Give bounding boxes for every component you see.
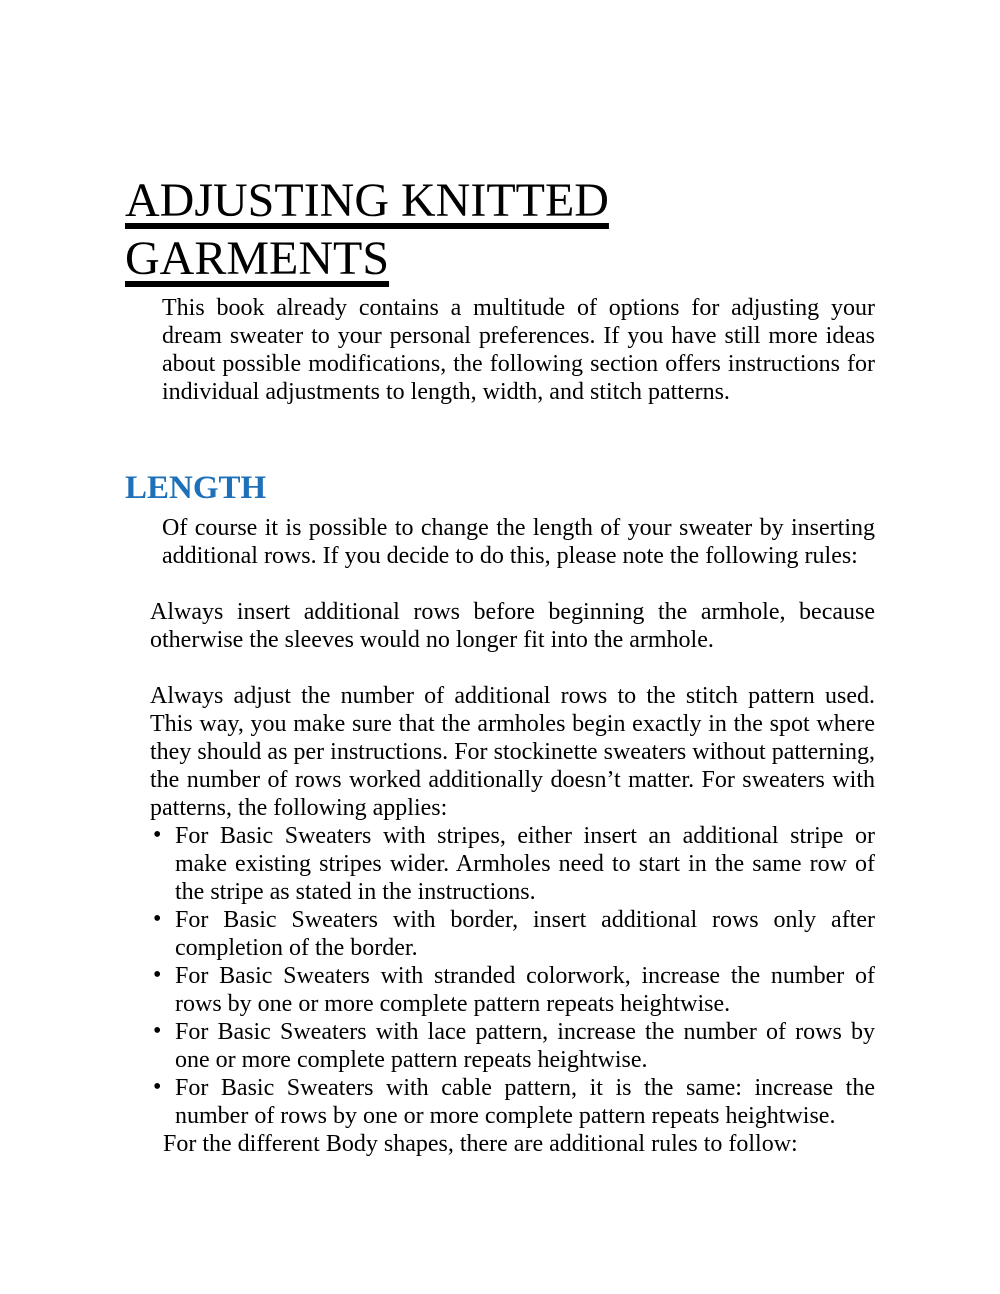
list-item-stranded-colorwork (150, 962, 875, 1018)
bullet-icon: • (153, 822, 162, 848)
list-item-text: For Basic Sweaters with border, insert additional rows only after completion of the border. (175, 907, 875, 961)
list-item-text: For Basic Sweaters with lace pattern, increase the number of rows by one or more complete pattern repeats heightwise. (175, 1019, 875, 1073)
bullet-icon: • (153, 1018, 162, 1044)
list-item-stripes (150, 822, 875, 906)
intro-paragraph: This book already contains a multitude of options for adjusting your dream sweater to your personal preferences. If you have still more ideas about possible modifications, the following section offers instructions for individual adjustments to length, width, and stitch patterns. (162, 295, 875, 405)
length-paragraph-rules-intro: Of course it is possible to change the length of your sweater by inserting additional rows. If you decide to do this, please note the following rules: (162, 515, 875, 569)
bullet-icon: • (153, 1074, 162, 1100)
page-title-line2: GARMENTS (125, 232, 390, 285)
list-item-text: For Basic Sweaters with stripes, either insert an additional stripe or make existing stripes wider. Armholes need to start in the same row of the stripe as stated in the instructions. (175, 823, 875, 905)
list-item-lace-pattern (150, 1018, 875, 1074)
bullet-icon: • (153, 962, 162, 988)
bullet-icon: • (153, 906, 162, 932)
length-paragraph-stitch-pattern-rule: Always adjust the number of additional rows to the stitch pattern used. This way, you make sure that the armholes begin exactly in the spot where they should as per instructions. For stockinette sweaters without patterning, the number of rows worked additionally doesn’t matter. For sweaters with patterns, the following applies: (150, 683, 875, 821)
page-title (125, 172, 875, 288)
page-title-line1: ADJUSTING KNITTED (125, 174, 609, 227)
closing-line: For the different Body shapes, there are additional rules to follow: (163, 1131, 798, 1157)
list-item-border (150, 906, 875, 962)
length-section-heading: LENGTH (125, 470, 267, 506)
length-rules-list (150, 822, 875, 1130)
list-item-text: For Basic Sweaters with cable pattern, it is the same: increase the number of rows by one or more complete pattern repeats heightwise. (175, 1075, 875, 1129)
list-item-cable-pattern (150, 1074, 875, 1130)
list-item-text: For Basic Sweaters with stranded colorwork, increase the number of rows by one or more complete pattern repeats heightwise. (175, 963, 875, 1017)
length-paragraph-armhole-rule: Always insert additional rows before beginning the armhole, because otherwise the sleeves would no longer fit into the armhole. (150, 599, 875, 653)
